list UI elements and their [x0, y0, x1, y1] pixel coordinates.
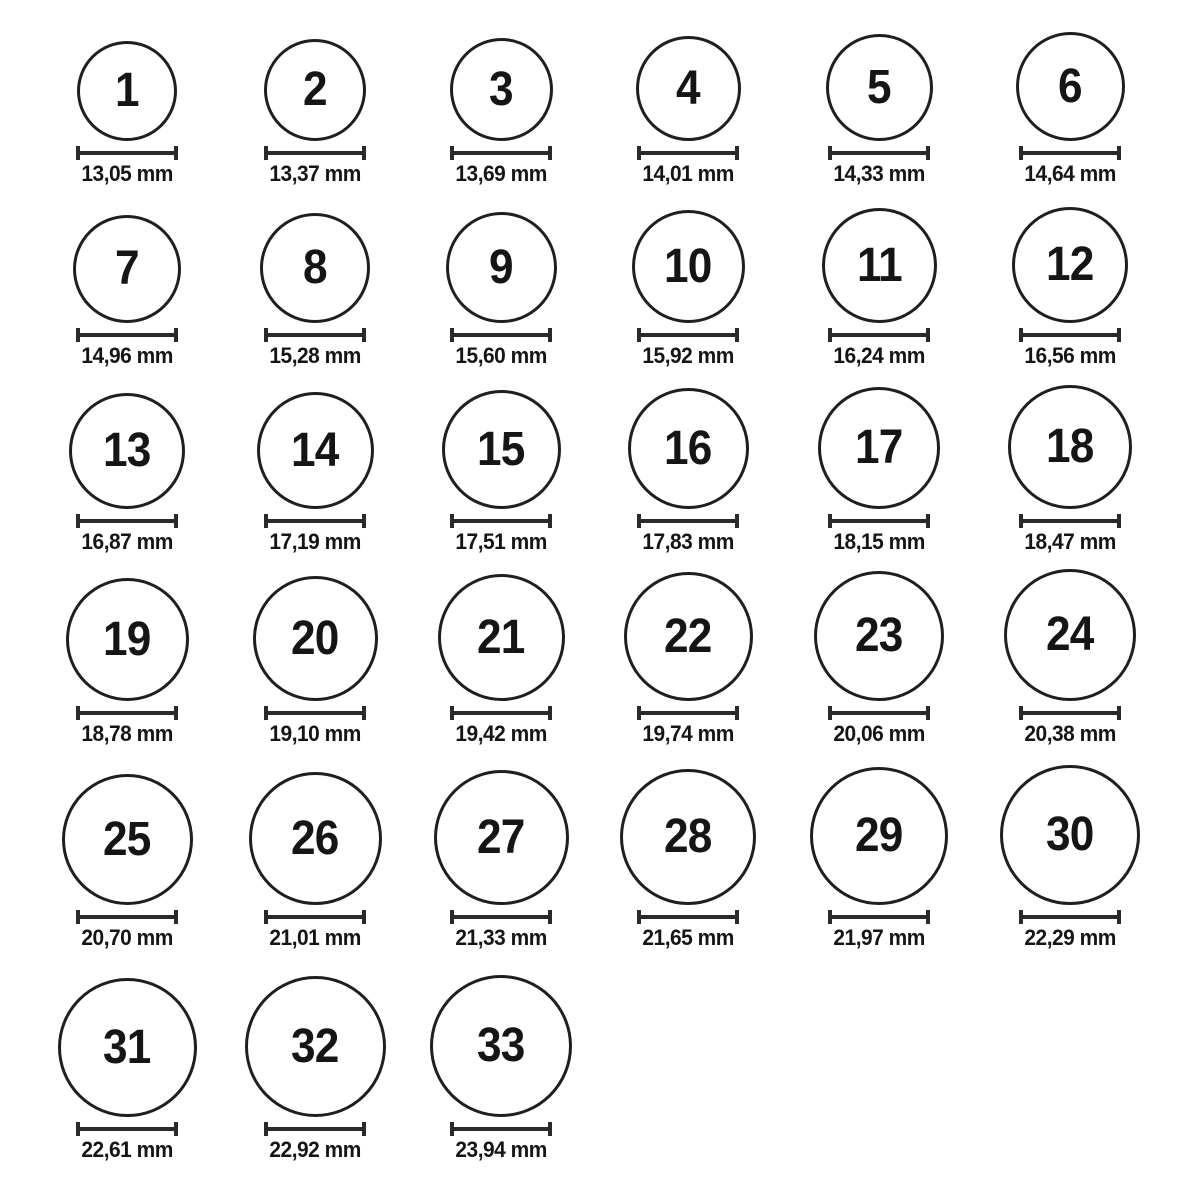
diameter-label: 13,37 mm: [269, 161, 361, 186]
ring-size-number: 7: [115, 242, 139, 295]
diameter-ruler: [637, 514, 739, 528]
diameter-label: 16,24 mm: [833, 343, 925, 368]
diameter-label: 15,60 mm: [455, 343, 547, 368]
ruler-right-tick: [926, 910, 930, 924]
ruler-bar: [832, 519, 926, 523]
diameter-label: 16,87 mm: [81, 529, 173, 554]
diameter-label: 18,15 mm: [833, 529, 925, 554]
ruler-bar: [454, 151, 548, 155]
ring-circle: [434, 770, 569, 905]
diameter-label: 16,56 mm: [1024, 343, 1116, 368]
ring-size-item: [594, 739, 782, 949]
diameter-label: 20,70 mm: [81, 925, 173, 950]
ruler-bar: [80, 711, 174, 715]
ring-circle: [62, 774, 193, 905]
ring-size-item: [976, 343, 1164, 553]
diameter-ruler: [1019, 328, 1121, 342]
ruler-right-tick: [1117, 328, 1121, 342]
ruler-right-tick: [1117, 706, 1121, 720]
ring-size-number: 25: [103, 812, 151, 866]
ruler-bar: [641, 151, 735, 155]
ring-size-number: 17: [855, 421, 903, 474]
ring-size-item: [407, 739, 595, 949]
diameter-ruler: [1019, 514, 1121, 528]
ring-size-item: [407, 343, 595, 553]
ring-size-number: 4: [676, 61, 700, 115]
ring-size-number: 22: [664, 609, 712, 663]
ring-size-item: [407, 157, 595, 367]
ring-circle: [628, 388, 749, 509]
ring-size-item: [407, 951, 595, 1161]
ring-size-number: 15: [477, 422, 525, 476]
diameter-label: 14,33 mm: [833, 161, 925, 186]
diameter-ruler: [76, 1122, 178, 1136]
diameter-ruler: [450, 328, 552, 342]
ring-circle: [73, 215, 181, 323]
diameter-ruler: [1019, 706, 1121, 720]
ruler-right-tick: [735, 514, 739, 528]
ring-circle: [636, 36, 741, 141]
ruler-bar: [641, 915, 735, 919]
ring-size-number: 23: [855, 609, 903, 662]
ruler-right-tick: [548, 706, 552, 720]
ruler-right-tick: [735, 328, 739, 342]
diameter-label: 20,38 mm: [1024, 721, 1116, 746]
ruler-right-tick: [735, 910, 739, 924]
ruler-right-tick: [174, 1122, 178, 1136]
ruler-right-tick: [926, 514, 930, 528]
diameter-label: 20,06 mm: [833, 721, 925, 746]
ring-size-number: 9: [489, 240, 513, 294]
ring-circle: [257, 392, 374, 509]
diameter-label: 14,01 mm: [642, 161, 734, 186]
diameter-ruler: [264, 328, 366, 342]
ruler-bar: [268, 915, 362, 919]
ring-circle: [1008, 385, 1132, 509]
ruler-bar: [1023, 151, 1117, 155]
ruler-right-tick: [926, 328, 930, 342]
ring-circle: [632, 210, 745, 323]
ring-size-item: [785, 343, 973, 553]
ring-circle: [264, 39, 366, 141]
diameter-ruler: [450, 1122, 552, 1136]
ring-size-item: [221, 157, 409, 367]
ring-size-item: [221, 343, 409, 553]
diameter-label: 15,92 mm: [642, 343, 734, 368]
ruler-bar: [641, 711, 735, 715]
ring-circle: [450, 38, 553, 141]
ring-size-number: 33: [477, 1019, 525, 1072]
ring-circle: [249, 772, 382, 905]
ruler-bar: [80, 1127, 174, 1131]
diameter-ruler: [76, 910, 178, 924]
diameter-label: 23,94 mm: [455, 1137, 547, 1162]
ring-size-number: 31: [103, 1020, 151, 1074]
ring-size-item: [33, 951, 221, 1161]
ruler-right-tick: [926, 706, 930, 720]
ruler-bar: [832, 711, 926, 715]
ring-size-number: 24: [1046, 608, 1094, 661]
ruler-right-tick: [1117, 910, 1121, 924]
diameter-label: 19,42 mm: [455, 721, 547, 746]
ring-size-number: 30: [1046, 808, 1094, 861]
ring-circle: [253, 576, 378, 701]
diameter-label: 17,83 mm: [642, 529, 734, 554]
ruler-bar: [268, 711, 362, 715]
diameter-ruler: [264, 514, 366, 528]
ring-circle: [818, 387, 940, 509]
ruler-right-tick: [548, 910, 552, 924]
ruler-right-tick: [362, 1122, 366, 1136]
ruler-bar: [268, 1127, 362, 1131]
ring-circle: [77, 41, 177, 141]
ruler-bar: [80, 519, 174, 523]
ruler-bar: [454, 333, 548, 337]
ring-circle: [814, 571, 944, 701]
diameter-ruler: [828, 910, 930, 924]
diameter-label: 21,65 mm: [642, 925, 734, 950]
ring-size-item: [33, 535, 221, 745]
diameter-ruler: [264, 706, 366, 720]
ring-size-number: 32: [291, 1019, 339, 1073]
diameter-ruler: [828, 328, 930, 342]
ring-size-number: 5: [867, 60, 891, 114]
ring-size-item: [33, 739, 221, 949]
diameter-label: 19,74 mm: [642, 721, 734, 746]
ring-size-item: [594, 157, 782, 367]
ruler-right-tick: [174, 328, 178, 342]
diameter-label: 13,05 mm: [81, 161, 173, 186]
ring-size-number: 29: [855, 809, 903, 862]
ring-size-number: 26: [291, 811, 339, 865]
diameter-label: 18,47 mm: [1024, 529, 1116, 554]
diameter-label: 13,69 mm: [455, 161, 547, 186]
ring-size-item: [594, 343, 782, 553]
ring-size-item: [976, 535, 1164, 745]
diameter-ruler: [450, 706, 552, 720]
ring-circle: [69, 393, 185, 509]
ring-size-number: 2: [303, 63, 327, 116]
ring-size-number: 28: [664, 810, 712, 863]
diameter-ruler: [76, 328, 178, 342]
ruler-right-tick: [548, 514, 552, 528]
ring-size-item: [221, 739, 409, 949]
diameter-label: 21,97 mm: [833, 925, 925, 950]
ruler-right-tick: [362, 328, 366, 342]
ring-circle: [446, 212, 557, 323]
ring-circle: [245, 976, 386, 1117]
ring-circle: [438, 574, 565, 701]
ring-circle: [430, 975, 572, 1117]
ring-size-number: 10: [664, 239, 712, 293]
diameter-label: 22,29 mm: [1024, 925, 1116, 950]
ring-circle: [620, 769, 756, 905]
ring-circle: [826, 34, 933, 141]
ring-size-number: 20: [291, 611, 339, 665]
ruler-right-tick: [1117, 514, 1121, 528]
ring-size-item: [33, 157, 221, 367]
ruler-bar: [268, 151, 362, 155]
diameter-label: 17,19 mm: [269, 529, 361, 554]
ruler-right-tick: [362, 514, 366, 528]
diameter-ruler: [450, 910, 552, 924]
ruler-bar: [80, 915, 174, 919]
ring-circle: [1004, 569, 1136, 701]
ring-circle: [1012, 207, 1128, 323]
ring-size-item: [407, 535, 595, 745]
diameter-label: 19,10 mm: [269, 721, 361, 746]
ruler-bar: [80, 151, 174, 155]
ruler-bar: [832, 333, 926, 337]
ring-circle: [624, 572, 753, 701]
ring-size-item: [785, 157, 973, 367]
ring-size-number: 19: [103, 612, 151, 666]
ruler-bar: [268, 519, 362, 523]
ring-circle: [1000, 765, 1140, 905]
diameter-ruler: [264, 1122, 366, 1136]
diameter-ruler: [76, 706, 178, 720]
ruler-right-tick: [362, 706, 366, 720]
ring-circle: [260, 213, 370, 323]
ring-size-number: 12: [1046, 238, 1094, 291]
diameter-ruler: [828, 514, 930, 528]
ring-size-number: 1: [115, 64, 139, 117]
ring-size-item: [221, 535, 409, 745]
diameter-ruler: [76, 514, 178, 528]
ring-size-number: 6: [1058, 59, 1082, 113]
ring-size-item: [976, 739, 1164, 949]
ring-size-number: 13: [103, 424, 151, 477]
ring-circle: [1016, 32, 1125, 141]
diameter-label: 22,61 mm: [81, 1137, 173, 1162]
ruler-bar: [80, 333, 174, 337]
ruler-bar: [1023, 519, 1117, 523]
ring-circle: [58, 978, 197, 1117]
ruler-right-tick: [735, 706, 739, 720]
diameter-label: 22,92 mm: [269, 1137, 361, 1162]
ring-size-item: [33, 343, 221, 553]
ruler-right-tick: [548, 328, 552, 342]
diameter-label: 21,33 mm: [455, 925, 547, 950]
diameter-label: 14,96 mm: [81, 343, 173, 368]
ring-circle: [822, 208, 937, 323]
ruler-bar: [1023, 915, 1117, 919]
ring-size-number: 8: [303, 241, 327, 294]
ring-size-item: [976, 157, 1164, 367]
ring-size-item: [785, 535, 973, 745]
ruler-bar: [454, 915, 548, 919]
ring-circle: [442, 390, 561, 509]
ruler-bar: [641, 519, 735, 523]
diameter-label: 15,28 mm: [269, 343, 361, 368]
diameter-ruler: [1019, 910, 1121, 924]
ring-size-number: 3: [489, 62, 513, 116]
ring-size-number: 27: [477, 810, 525, 864]
ruler-right-tick: [548, 1122, 552, 1136]
ring-size-number: 14: [291, 423, 339, 477]
ring-size-number: 16: [664, 421, 712, 475]
diameter-ruler: [828, 706, 930, 720]
ruler-bar: [832, 151, 926, 155]
ring-size-number: 18: [1046, 420, 1094, 473]
ruler-right-tick: [174, 910, 178, 924]
ruler-bar: [1023, 711, 1117, 715]
ring-size-item: [594, 535, 782, 745]
diameter-ruler: [637, 328, 739, 342]
ruler-bar: [454, 1127, 548, 1131]
ruler-bar: [641, 333, 735, 337]
diameter-ruler: [637, 910, 739, 924]
diameter-ruler: [264, 910, 366, 924]
ruler-right-tick: [174, 706, 178, 720]
ring-circle: [66, 578, 189, 701]
ring-size-number: 11: [856, 238, 902, 292]
diameter-label: 14,64 mm: [1024, 161, 1116, 186]
ring-size-number: 21: [477, 610, 525, 664]
ruler-bar: [454, 711, 548, 715]
diameter-label: 17,51 mm: [455, 529, 547, 554]
diameter-label: 21,01 mm: [269, 925, 361, 950]
ring-circle: [810, 767, 948, 905]
ruler-bar: [454, 519, 548, 523]
ruler-bar: [268, 333, 362, 337]
ruler-bar: [1023, 333, 1117, 337]
diameter-ruler: [637, 706, 739, 720]
diameter-label: 18,78 mm: [81, 721, 173, 746]
ruler-right-tick: [174, 514, 178, 528]
ruler-bar: [832, 915, 926, 919]
ring-size-item: [221, 951, 409, 1161]
diameter-ruler: [450, 514, 552, 528]
ring-size-item: [785, 739, 973, 949]
ruler-right-tick: [362, 910, 366, 924]
